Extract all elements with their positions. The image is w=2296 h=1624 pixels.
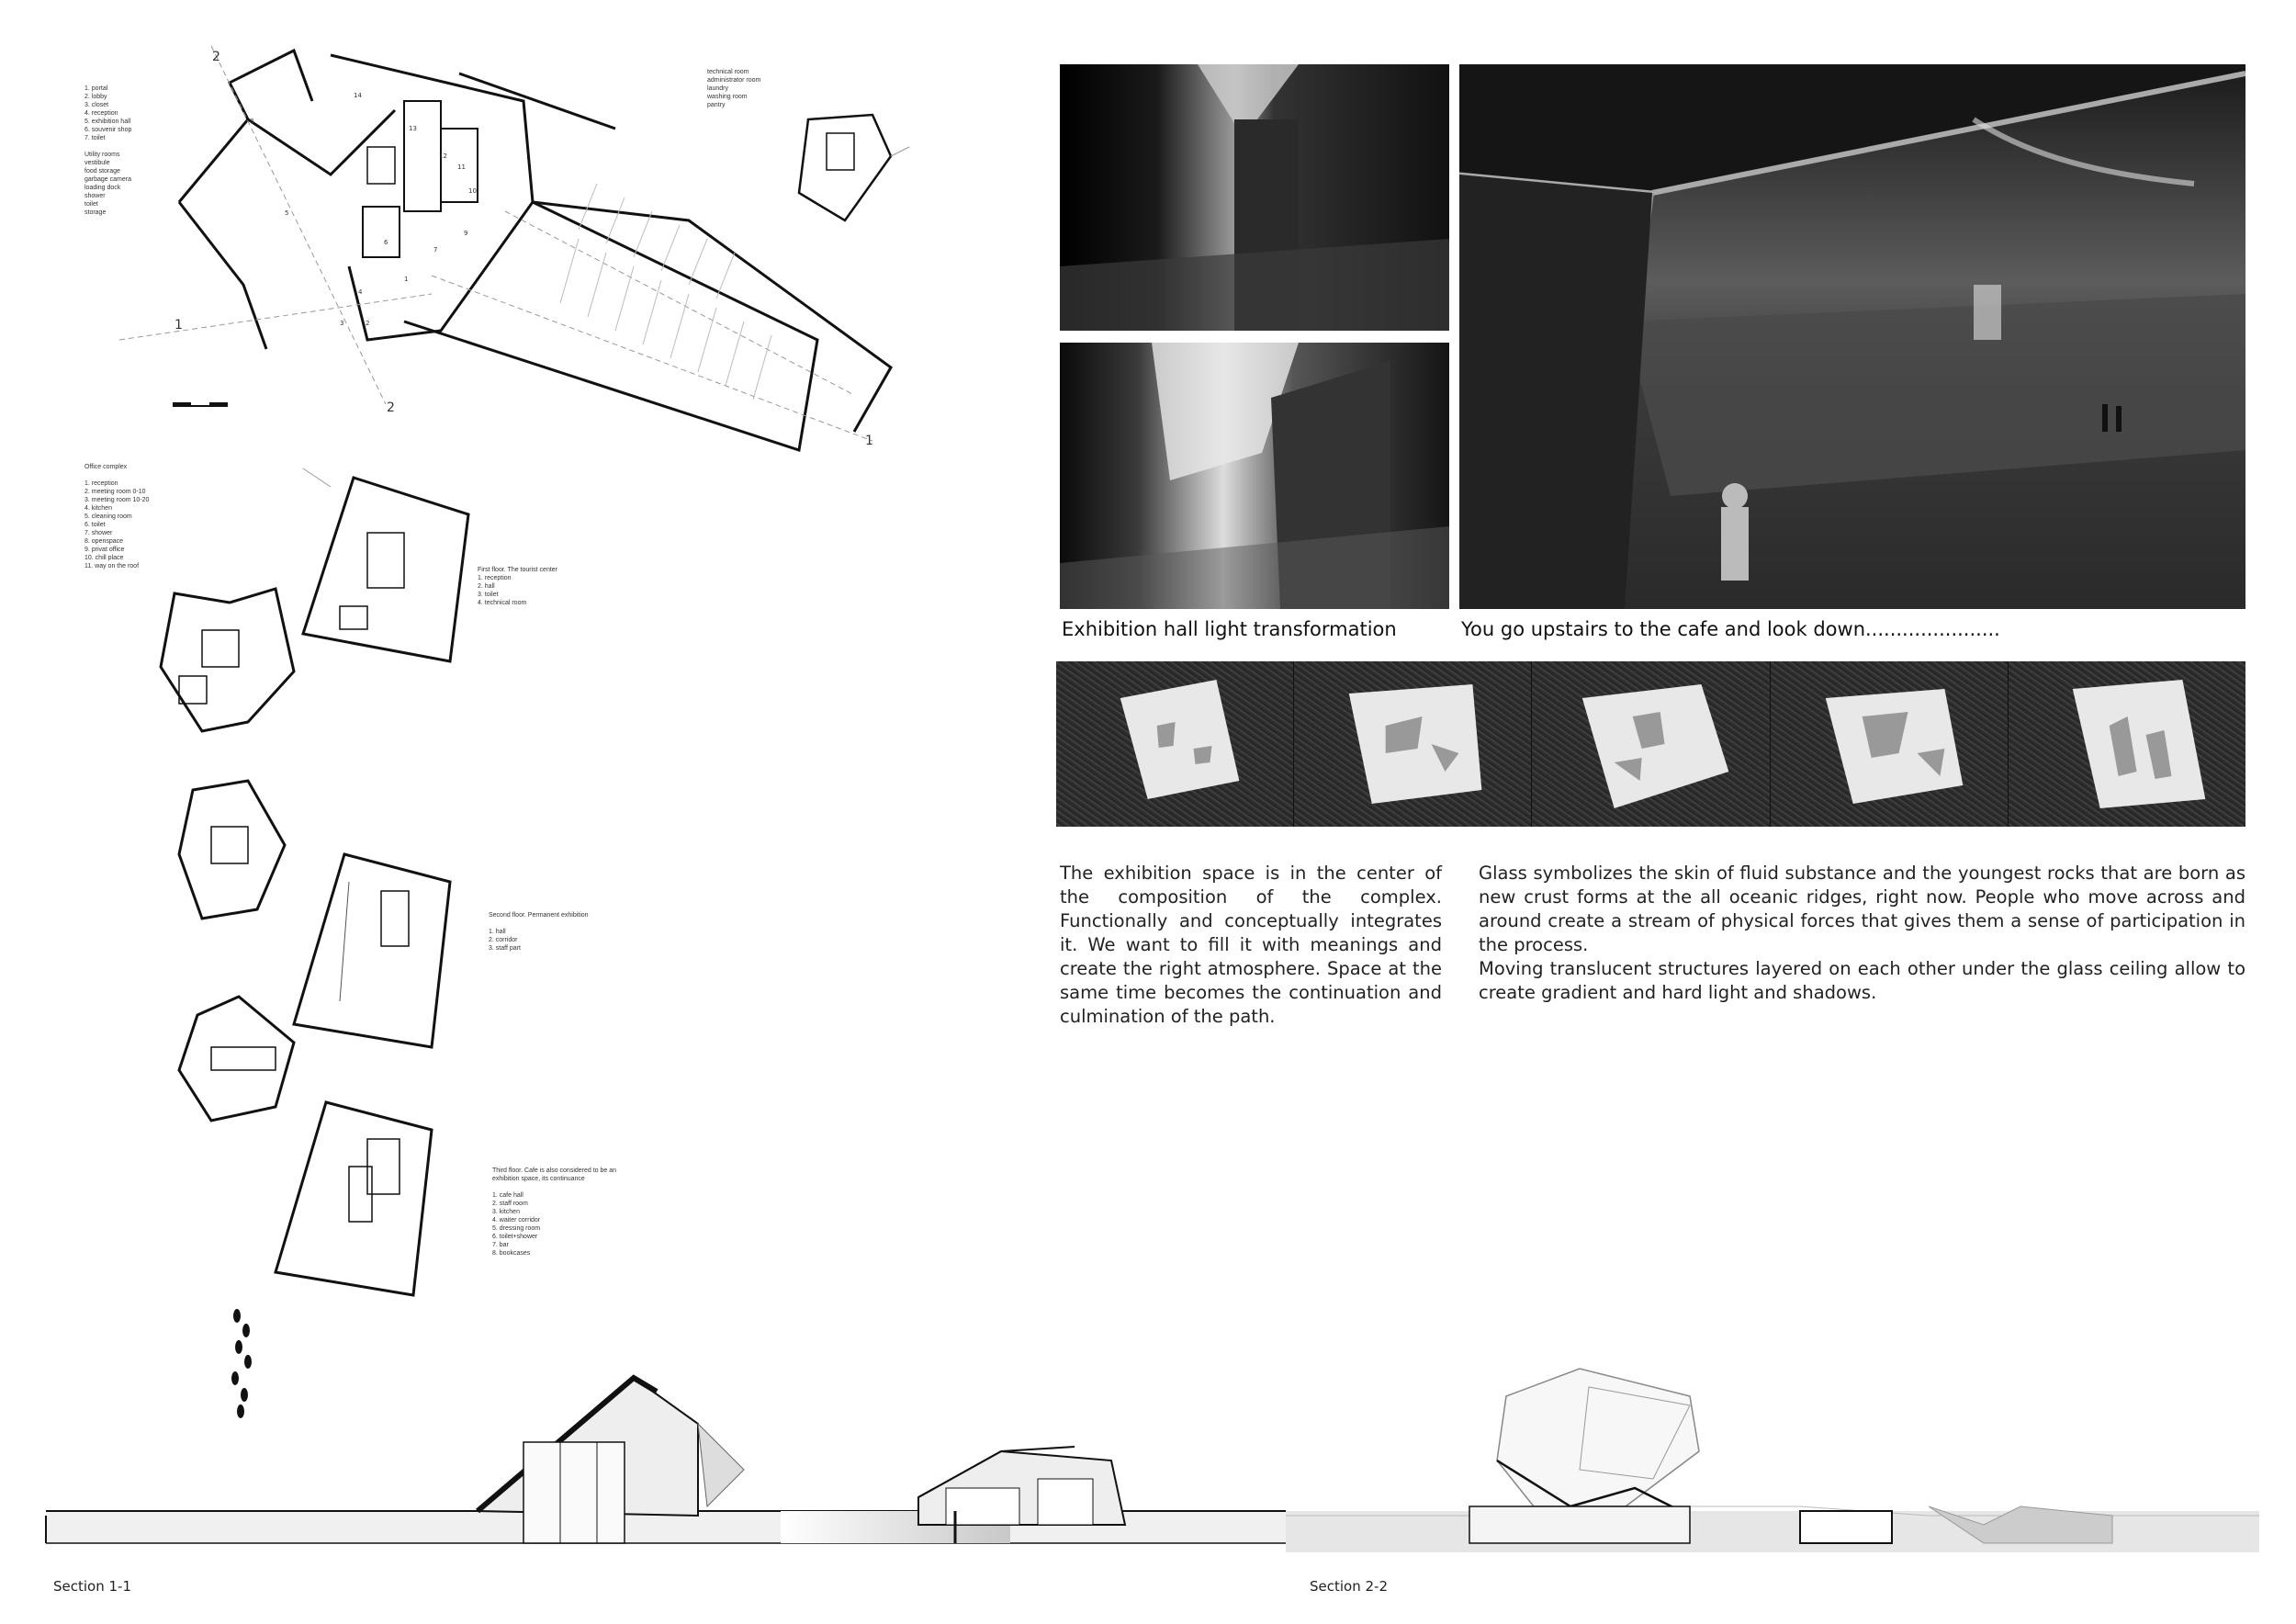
third-floor-legend <box>492 1167 658 1257</box>
room-number: 5 <box>285 209 289 217</box>
legend-item: garbage camera <box>84 176 131 183</box>
room-number: 10 <box>468 187 477 195</box>
legend-item <box>492 1183 658 1191</box>
section-mark-1-right: 1 <box>865 434 873 448</box>
office-complex-plan <box>147 584 303 740</box>
legend-item: technical room <box>707 69 749 75</box>
section-1-1-drawing <box>46 1369 1286 1566</box>
exhibition-text <box>1060 862 1442 1029</box>
legend-item: 1. cafe hall <box>492 1192 523 1199</box>
section-mark-2-top: 2 <box>212 50 220 64</box>
glass-text <box>1479 862 2245 1005</box>
model-photo-strip <box>1056 661 2245 827</box>
model-photo <box>2008 661 2245 827</box>
legend-item: Utility rooms <box>84 152 120 158</box>
exhibition-render-bottom <box>1060 343 1449 609</box>
model-photo <box>1770 661 2008 827</box>
ground-floor-plan <box>138 46 909 468</box>
section-1-1-label: Section 1-1 <box>53 1578 131 1595</box>
legend-item: toilet <box>84 201 98 208</box>
room-number: 7 <box>433 246 438 254</box>
legend-item: 7. bar <box>492 1242 509 1248</box>
legend-item: 2. staff room <box>492 1201 528 1207</box>
legend-item: loading dock <box>84 185 121 191</box>
first-floor-legend <box>478 566 625 607</box>
room-number: 9 <box>464 230 468 237</box>
room-number: 4 <box>358 288 363 296</box>
cafe-view-render <box>1459 64 2245 609</box>
model-photo <box>1293 661 1531 827</box>
cafe-render-caption: You go upstairs to the cafe and look down...................... <box>1461 618 2000 640</box>
legend-item: washing room <box>707 94 748 100</box>
room-number: 3 <box>340 320 344 327</box>
legend-item: 2. lobby <box>84 94 107 100</box>
legend-item: 3. meeting room 10-20 <box>84 497 150 503</box>
room-number: 13 <box>409 125 417 132</box>
legend-item: 5. exhibition hall <box>84 118 131 125</box>
legend-item: 2. hall <box>478 583 495 590</box>
section-2-2-label: Section 2-2 <box>1310 1578 1388 1595</box>
legend-item: 5. dressing room <box>492 1225 541 1232</box>
legend-item: 1. reception <box>84 480 118 487</box>
legend-item: 6. toilet+shower <box>492 1234 538 1240</box>
legend-item <box>489 919 636 928</box>
legend-item: 1. portal <box>84 85 108 92</box>
second-floor-side-plan <box>174 781 294 928</box>
utility-plan <box>790 110 909 230</box>
exhibition-render-top <box>1060 64 1449 331</box>
exhibition-paragraph: The exhibition space is in the center of the composition of the complex. Functionally and conceptually integrates it. We want to fill it with meanings and create the right atmosphere. Space at the same time becomes the continuation and culmination of the path. <box>1060 863 1442 1027</box>
legend-item: 8. bookcases <box>492 1250 531 1257</box>
legend-item: administrator room <box>707 77 761 84</box>
room-number: 12 <box>439 152 447 160</box>
exhibition-render-caption: Exhibition hall light transformation <box>1062 618 1397 640</box>
legend-item: 3. kitchen <box>492 1209 520 1215</box>
legend-item: storage <box>84 209 107 216</box>
legend-item: 5. cleaning room <box>84 513 132 520</box>
legend-item: 3. staff part <box>489 945 521 952</box>
legend-item: 6. toilet <box>84 522 106 528</box>
legend-item: 9. privat office <box>84 547 125 553</box>
legend-item: First floor. The tourist center <box>478 567 558 573</box>
legend-item: Office complex <box>84 464 128 470</box>
legend-item: 3. closet <box>84 102 109 108</box>
legend-item: 6. souvenir shop <box>84 127 132 133</box>
legend-item: 8. openspace <box>84 538 124 545</box>
legend-item: Second floor. Permanent exhibition <box>489 912 589 919</box>
legend-item: 4. waiter corridor <box>492 1217 541 1224</box>
model-photo <box>1056 661 1293 827</box>
legend-item: pantry <box>707 102 726 108</box>
legend-item: exhibition space, its continuance <box>492 1176 585 1182</box>
legend-item: 7. shower <box>84 530 113 536</box>
model-photo <box>1531 661 1769 827</box>
scale-bar <box>173 397 237 415</box>
third-floor-plan <box>276 1102 441 1295</box>
legend-item: 3. toilet <box>478 592 499 598</box>
legend-item: 4. reception <box>84 110 118 117</box>
legend-item: vestibule <box>84 160 110 166</box>
room-number: 8 <box>250 118 254 125</box>
first-floor-plan <box>303 478 487 661</box>
legend-item: 1. reception <box>478 575 512 581</box>
legend-item: 4. kitchen <box>84 505 112 512</box>
section-mark-2-bottom: 2 <box>387 400 395 415</box>
legend-item: 10. chill place <box>84 555 124 561</box>
legend-item: shower <box>84 193 106 199</box>
legend-item: 1. hall <box>489 929 506 935</box>
room-number: 6 <box>384 239 388 246</box>
light-paragraph: Moving translucent structures layered on each other under the glass ceiling allow to create gradient and hard light and shadows. <box>1479 958 2245 1003</box>
legend-item: laundry <box>707 85 728 92</box>
office-legend <box>84 463 204 570</box>
section-2-2-drawing <box>1286 1369 2259 1566</box>
legend-item: Third floor. Cafe is also considered to be an <box>492 1167 617 1174</box>
legend-item <box>84 471 204 479</box>
section-mark-1-left: 1 <box>174 318 183 333</box>
room-number: 2 <box>366 320 370 327</box>
legend-item: 2. meeting room 0-10 <box>84 489 146 495</box>
legend-item: food storage <box>84 168 120 175</box>
legend-item: 7. toilet <box>84 135 106 141</box>
room-number: 1 <box>404 276 409 283</box>
second-floor-plan <box>294 854 459 1047</box>
legend-item: 11. way on the roof <box>84 563 140 570</box>
room-number: 11 <box>457 164 466 171</box>
second-floor-legend <box>489 911 636 953</box>
legend-item: 4. technical room <box>478 600 527 606</box>
room-number: 14 <box>354 92 362 99</box>
legend-item: 2. corridor <box>489 937 518 943</box>
glass-paragraph: Glass symbolizes the skin of fluid substance and the youngest rocks that are born as new crust forms at the all oceanic ridges, right now. People who move across and around create a stream of physical forces that gives them a sense of participation in the process. <box>1479 863 2245 955</box>
